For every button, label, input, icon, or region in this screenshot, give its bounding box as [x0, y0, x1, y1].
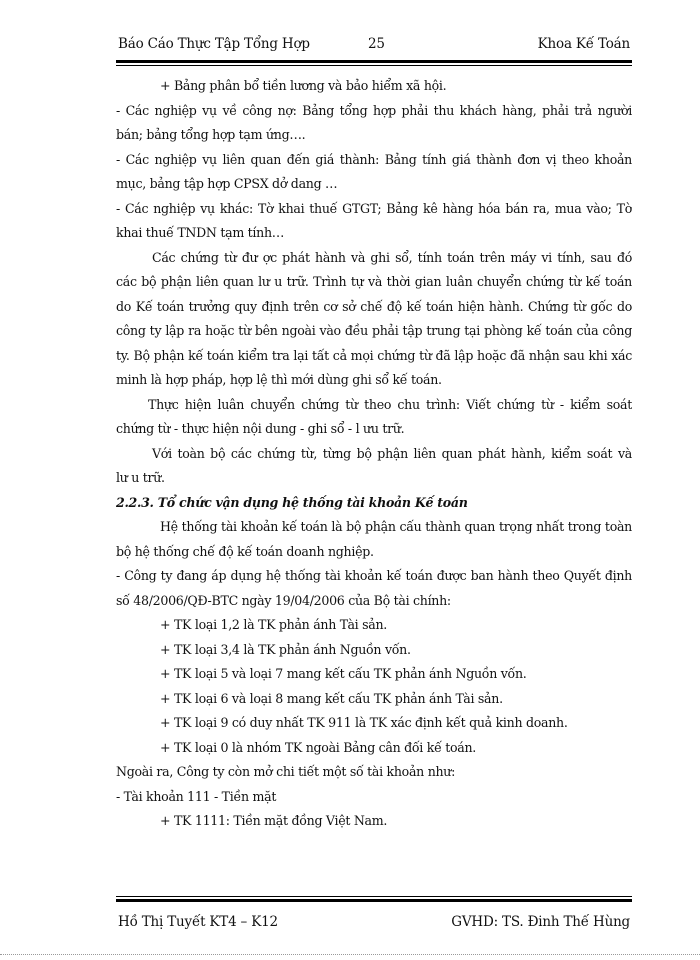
- text-line: số 48/2006/QĐ-BTC ngày 19/04/2006 của Bộ tài chính:: [116, 592, 451, 608]
- paragraph-first-line: Hệ thống tài khoản kế toán là bộ phận cấu thành quan trọng nhất trong toàn: [160, 519, 632, 534]
- page-footer: [118, 914, 630, 936]
- bullet-line: + TK loại 9 có duy nhất TK 911 là TK xác định kết quả kinh doanh.: [160, 715, 568, 730]
- header-rule-thin: [116, 65, 632, 66]
- text-line: Ngoài ra, Công ty còn mở chi tiết một số tài khoản như:: [116, 764, 456, 779]
- page-header: [118, 36, 630, 58]
- bullet-line: + TK loại 1,2 là TK phản ánh Tài sản.: [160, 617, 387, 632]
- bullet-line: + TK loại 5 và loại 7 mang kết cấu TK phản ánh Nguồn vốn.: [160, 666, 527, 681]
- paragraph-first-line: Với toàn bộ các chứng từ, từng bộ phận liên quan phát hành, kiểm soát và: [152, 445, 632, 461]
- text-line: - Các nghiệp vụ liên quan đến giá thành: Bảng tính giá thành đơn vị theo khoản: [116, 151, 632, 167]
- text-line: - Tài khoản 111 - Tiền mặt: [116, 788, 277, 804]
- footer-author: Hồ Thị Tuyết KT4 – K12: [118, 914, 278, 930]
- header-department: Khoa Kế Toán: [537, 36, 630, 52]
- page-number: 25: [368, 36, 385, 52]
- text-line: bán; bảng tổng hợp tạm ứng….: [116, 127, 306, 142]
- footer-rule-thick: [116, 899, 632, 902]
- text-line: ty. Bộ phận kế toán kiểm tra lại tất cả mọi chứng từ đã lập hoặc đã nhận sau khi xác: [116, 347, 632, 363]
- bullet-line: + TK loại 0 là nhóm TK ngoài Bảng cân đối kế toán.: [160, 739, 476, 755]
- text-line: các bộ phận liên quan lư u trữ. Trình tự và thời gian luân chuyển chứng từ kế toán: [116, 274, 632, 289]
- section-heading: 2.2.3. Tổ chức vận dụng hệ thống tài khoản Kế toán: [116, 494, 468, 510]
- paragraph-first-line: Thực hiện luân chuyển chứng từ theo chu trình: Viết chứng từ - kiểm soát: [148, 396, 632, 412]
- footer-supervisor: GVHD: TS. Đinh Thế Hùng: [451, 914, 630, 930]
- text-line: lư u trữ.: [116, 470, 165, 485]
- text-line: - Công ty đang áp dụng hệ thống tài khoản kế toán được ban hành theo Quyết định: [116, 568, 632, 583]
- page-break-dotted-line: [0, 954, 700, 955]
- text-line: minh là hợp pháp, hợp lệ thì mới dùng ghi sổ kế toán.: [116, 372, 442, 387]
- text-line: chứng từ - thực hiện nội dung - ghi sổ - l ưu trữ.: [116, 421, 405, 436]
- text-line: do Kế toán trưởng quy định trên cơ sở chế độ kế toán hiện hành. Chứng từ gốc do: [116, 298, 632, 314]
- paragraph-first-line: Các chứng từ đư ợc phát hành và ghi sổ, tính toán trên máy vi tính, sau đó: [152, 249, 632, 265]
- text-line: công ty lập ra hoặc từ bên ngoài vào đều phải tập trung tại phòng kế toán của công: [116, 323, 632, 338]
- bullet-line: + TK 1111: Tiền mặt đồng Việt Nam.: [160, 813, 388, 828]
- text-line: - Các nghiệp vụ về công nợ: Bảng tổng hợp phải thu khách hàng, phải trả người: [116, 102, 632, 118]
- bullet-line: + TK loại 6 và loại 8 mang kết cấu TK phản ánh Tài sản.: [160, 690, 503, 706]
- header-report-title: Báo Cáo Thực Tập Tổng Hợp: [118, 36, 310, 52]
- footer-rule-thin: [116, 896, 632, 897]
- text-line: mục, bảng tập hợp CPSX dở dang …: [116, 176, 338, 191]
- text-line: khai thuế TNDN tạm tính…: [116, 225, 285, 240]
- bullet-line: + TK loại 3,4 là TK phản ánh Nguồn vốn.: [160, 641, 411, 657]
- header-rule-thick: [116, 60, 632, 63]
- text-line: bộ hệ thống chế độ kế toán doanh nghiệp.: [116, 543, 374, 559]
- text-line: - Các nghiệp vụ khác: Tờ khai thuế GTGT; Bảng kê hàng hóa bán ra, mua vào; Tờ: [116, 200, 632, 216]
- document-body: [116, 74, 632, 834]
- bullet-line: + Bảng phân bổ tiền lương và bảo hiểm xã hội.: [160, 78, 447, 93]
